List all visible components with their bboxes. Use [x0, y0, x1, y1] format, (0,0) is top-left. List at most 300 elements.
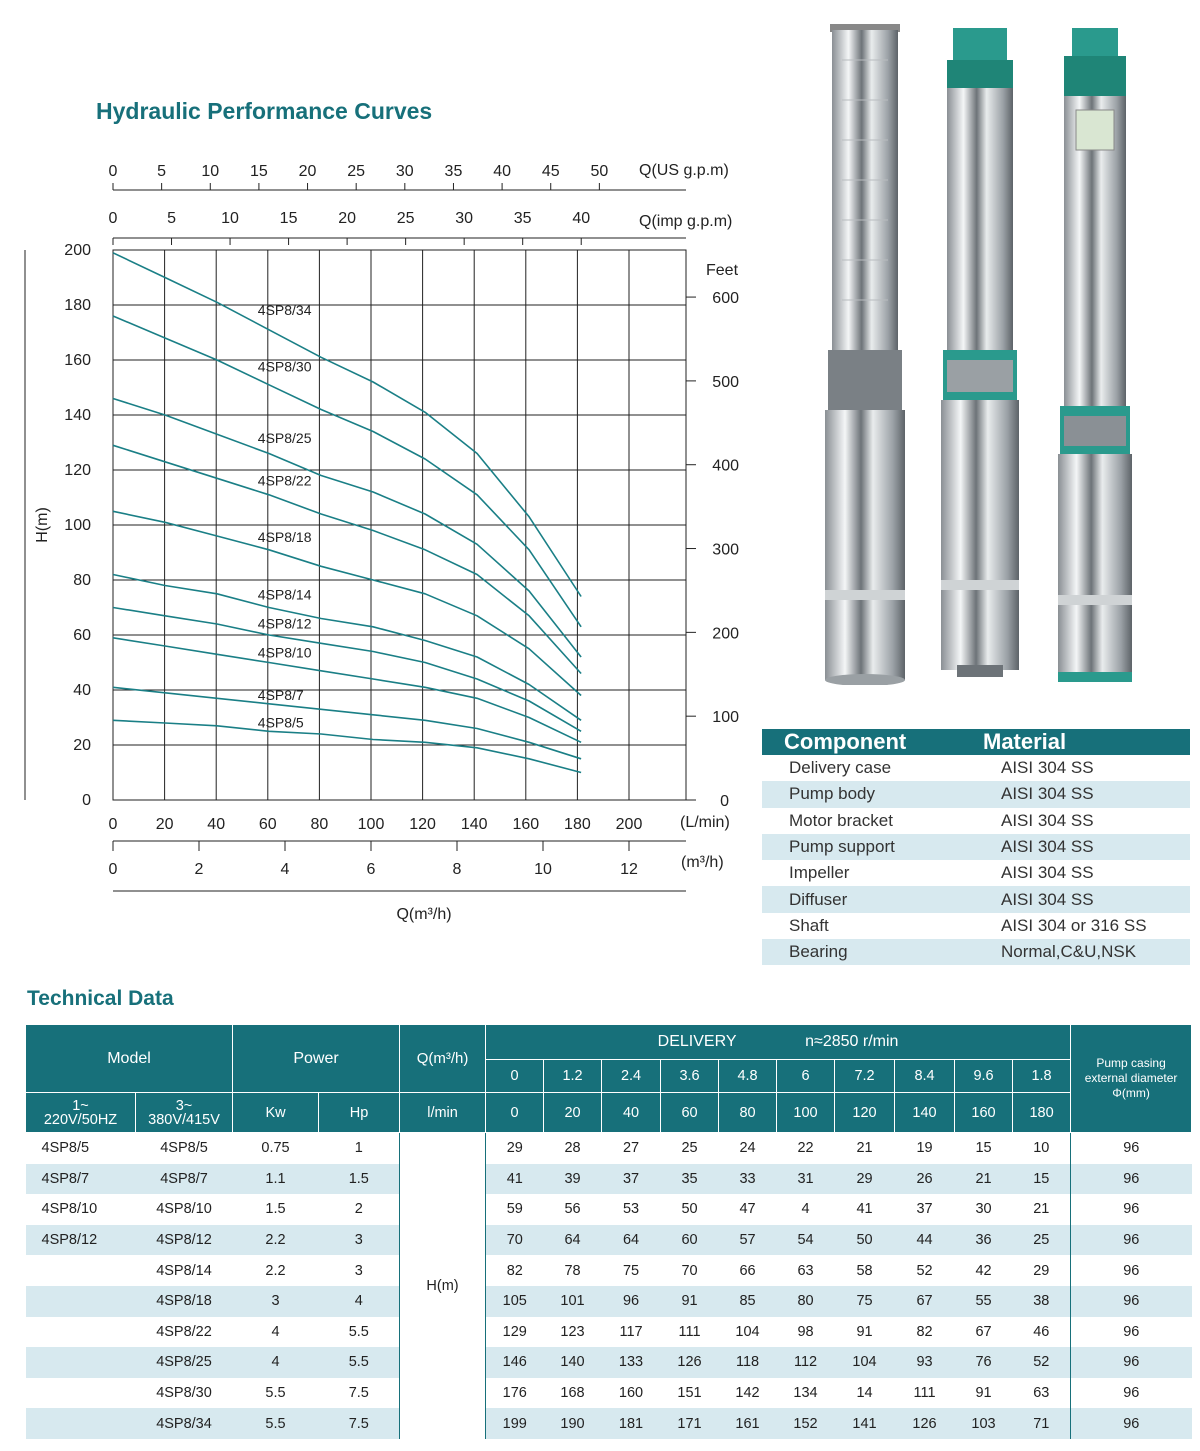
power-hp: 7.5	[348, 1385, 369, 1402]
head-value: 82	[916, 1323, 933, 1340]
head-value: 31	[777, 1164, 835, 1195]
head-value: 39	[544, 1164, 602, 1195]
flow-m3h-header: 6	[777, 1060, 835, 1093]
casing-diameter: 96	[1071, 1286, 1192, 1317]
usgpm-tick-label: 5	[157, 163, 167, 180]
casing-header: Pump casing external diameter Φ(mm)	[1071, 1025, 1192, 1133]
power-kw: 0.75	[261, 1140, 290, 1157]
three-phase-header	[136, 1093, 233, 1133]
head-value: 46	[1033, 1323, 1050, 1340]
component-cell: Delivery case	[789, 758, 892, 778]
delivery-header	[486, 1025, 1071, 1060]
three-phase-model: 4SP8/25	[136, 1347, 233, 1378]
flow-lmin-header: 160	[955, 1093, 1013, 1133]
head-value: 24	[739, 1140, 756, 1157]
single-phase-model: 4SP8/5	[41, 1140, 90, 1157]
head-value: 52	[916, 1262, 933, 1279]
power-hp: 5.5	[348, 1323, 369, 1340]
head-value: 160	[618, 1385, 644, 1402]
material-header: Material	[974, 729, 1190, 755]
head-value: 15	[975, 1140, 992, 1157]
lmin-tick-label: 80	[310, 816, 329, 833]
feet-tick-label: 300	[712, 541, 739, 559]
head-value: 71	[1013, 1408, 1071, 1439]
head-value: 59	[506, 1201, 523, 1218]
material-row	[762, 808, 1190, 834]
flow-m3h-header: 2.4	[602, 1060, 661, 1093]
material-cell: AISI 304 SS	[974, 781, 1190, 807]
single-phase-voltage: 220V/50HZ	[43, 1111, 118, 1128]
curve-4sp8-18	[113, 511, 581, 695]
q-header: Q(m³/h)	[400, 1025, 486, 1093]
feet-tick-label: 200	[712, 625, 739, 643]
usgpm-tick-label: 30	[395, 163, 414, 180]
single-phase-model: 4SP8/10	[41, 1201, 98, 1218]
head-value: 103	[955, 1408, 1013, 1439]
kw-header: Kw	[233, 1093, 319, 1133]
head-value: 37	[916, 1201, 933, 1218]
head-value: 146	[486, 1347, 544, 1378]
feet-axis-label: Feet	[706, 262, 739, 279]
head-value: 82	[506, 1262, 523, 1279]
y-tick-label: 180	[64, 297, 91, 314]
head-value: 98	[797, 1323, 814, 1340]
model-row	[26, 1255, 1192, 1286]
head-value: 4	[801, 1201, 810, 1218]
head-value: 25	[681, 1140, 698, 1157]
material-row	[762, 834, 1190, 860]
flow-m3h-header: 4.8	[719, 1060, 777, 1093]
head-value: 50	[681, 1201, 698, 1218]
head-value: 63	[797, 1262, 814, 1279]
single-phase-model	[26, 1408, 136, 1439]
three-phase-model: 4SP8/34	[136, 1408, 233, 1439]
curve-label: 4SP8/22	[257, 472, 312, 489]
usgpm-tick-label: 50	[590, 163, 609, 180]
head-value: 111	[678, 1323, 701, 1340]
head-value: 152	[777, 1408, 835, 1439]
head-value: 10	[1033, 1140, 1050, 1157]
head-value: 54	[777, 1225, 835, 1256]
technical-data-table	[25, 1024, 1192, 1439]
usgpm-unit-label: Q(US g.p.m)	[639, 162, 729, 179]
head-value: 112	[777, 1347, 835, 1378]
head-value: 44	[895, 1225, 955, 1256]
flow-lmin-header: 140	[895, 1093, 955, 1133]
head-value: 176	[502, 1385, 527, 1402]
feet-tick-label: 500	[712, 373, 739, 391]
lmin-unit-label: (L/min)	[680, 814, 730, 831]
material-table	[762, 729, 1190, 965]
flow-lmin-header: 20	[544, 1093, 602, 1133]
lmin-tick-label: 200	[615, 816, 643, 833]
model-row	[26, 1286, 1192, 1317]
curve-label: 4SP8/18	[257, 528, 312, 545]
curve-label: 4SP8/12	[257, 615, 312, 632]
head-value: 21	[856, 1140, 873, 1157]
head-value: 78	[564, 1262, 581, 1279]
hydraulic-title: Hydraulic Performance Curves	[96, 98, 433, 124]
material-cell: AISI 304 or 316 SS	[1001, 915, 1147, 935]
head-value: 134	[793, 1385, 818, 1402]
y-tick-label: 20	[73, 737, 91, 754]
head-value: 75	[835, 1286, 895, 1317]
material-row	[762, 755, 1190, 781]
model-row	[26, 1225, 1192, 1256]
head-value: 15	[1013, 1164, 1071, 1195]
flow-lmin-header: 180	[1013, 1093, 1071, 1133]
three-phase-model: 4SP8/22	[156, 1323, 212, 1340]
single-phase-model	[26, 1317, 136, 1348]
power-header: Power	[233, 1025, 400, 1093]
model-row	[26, 1347, 1192, 1378]
flow-lmin-header: 40	[602, 1093, 661, 1133]
head-value: 60	[661, 1225, 719, 1256]
feet-tick-label: 400	[712, 457, 739, 475]
three-phase-model: 4SP8/7	[136, 1164, 233, 1195]
y-tick-label: 0	[82, 792, 91, 809]
power-kw: 5.5	[265, 1385, 286, 1402]
model-row	[26, 1194, 1192, 1225]
usgpm-tick-label: 15	[250, 163, 268, 180]
impgpm-tick-label: 5	[167, 210, 176, 227]
head-value: 21	[1033, 1201, 1050, 1218]
head-value: 56	[564, 1201, 581, 1218]
head-value: 199	[486, 1408, 544, 1439]
power-kw: 1.1	[233, 1164, 319, 1195]
component-cell: Impeller	[789, 863, 850, 883]
usgpm-tick-label: 20	[298, 163, 317, 180]
pump-image-3	[1050, 20, 1140, 685]
power-hp: 3	[319, 1225, 400, 1256]
head-value: 171	[661, 1408, 719, 1439]
model-row	[26, 1133, 1192, 1164]
y-tick-label: 160	[64, 352, 91, 369]
single-phase-model	[26, 1378, 136, 1409]
head-value: 21	[955, 1164, 1013, 1195]
impgpm-tick-label: 35	[513, 210, 532, 227]
flow-lmin-header: 60	[661, 1093, 719, 1133]
material-cell: Normal,C&U,NSK	[974, 939, 1190, 965]
head-value: 50	[835, 1225, 895, 1256]
head-value: 111	[913, 1385, 936, 1402]
head-value: 67	[975, 1323, 992, 1340]
head-value: 26	[895, 1164, 955, 1195]
impgpm-tick-label: 10	[221, 210, 239, 227]
impgpm-tick-label: 30	[455, 210, 474, 227]
lmin-tick-label: 60	[258, 816, 277, 833]
head-value: 38	[1013, 1286, 1071, 1317]
head-value: 22	[797, 1140, 814, 1157]
single-phase-model	[26, 1286, 136, 1317]
m3h-tick-label: 0	[108, 861, 118, 878]
head-value: 85	[719, 1286, 777, 1317]
curve-4sp8-5	[113, 720, 581, 772]
curve-label: 4SP8/34	[257, 302, 312, 318]
lmin-tick-label: 100	[357, 816, 385, 833]
head-value: 142	[735, 1385, 760, 1402]
speed-label: n≈2850 r/min	[805, 1033, 899, 1050]
flow-lmin-header: 100	[777, 1093, 835, 1133]
head-value: 151	[677, 1385, 702, 1402]
head-value: 35	[661, 1164, 719, 1195]
head-value: 57	[719, 1225, 777, 1256]
usgpm-tick-label: 35	[444, 163, 463, 180]
lmin-tick-label: 20	[155, 816, 174, 833]
hp-header: Hp	[319, 1093, 400, 1133]
flow-m3h-header: 9.6	[955, 1060, 1013, 1093]
head-value: 141	[835, 1408, 895, 1439]
head-value: 29	[835, 1164, 895, 1195]
flow-m3h-header: 8.4	[895, 1060, 955, 1093]
curve-label: 4SP8/5	[257, 714, 304, 731]
curve-label: 4SP8/30	[257, 358, 312, 375]
head-value: 161	[719, 1408, 777, 1439]
model-row	[26, 1164, 1192, 1195]
head-value: 76	[955, 1347, 1013, 1378]
flow-lmin-header: 80	[719, 1093, 777, 1133]
single-phase-header	[26, 1093, 136, 1133]
head-value: 47	[739, 1201, 756, 1218]
head-value: 129	[502, 1323, 527, 1340]
casing-diameter: 96	[1071, 1133, 1192, 1164]
flow-m3h-header: 1.8	[1013, 1060, 1071, 1093]
head-value: 181	[602, 1408, 661, 1439]
casing-diameter: 96	[1071, 1194, 1192, 1225]
usgpm-tick-label: 25	[347, 163, 366, 180]
single-phase-model: 4SP8/7	[26, 1164, 136, 1195]
flow-lmin-header: 0	[486, 1093, 544, 1133]
head-value: 41	[856, 1201, 873, 1218]
casing-diameter: 96	[1071, 1378, 1192, 1409]
casing-diameter: 96	[1071, 1255, 1192, 1286]
head-label: H(m)	[400, 1133, 486, 1439]
head-value: 52	[1013, 1347, 1071, 1378]
power-hp: 1.5	[319, 1164, 400, 1195]
head-value: 33	[719, 1164, 777, 1195]
flow-m3h-header: 1.2	[544, 1060, 602, 1093]
three-phase-model: 4SP8/10	[156, 1201, 212, 1218]
y-tick-label: 120	[64, 462, 91, 479]
head-value: 96	[602, 1286, 661, 1317]
three-phase-model: 4SP8/5	[160, 1140, 208, 1157]
flow-m3h-header: 0	[486, 1060, 544, 1093]
power-hp: 2	[354, 1201, 363, 1218]
power-kw: 1.5	[265, 1201, 286, 1218]
head-value: 58	[856, 1262, 873, 1279]
single-phase-model: 4SP8/12	[26, 1225, 136, 1256]
usgpm-tick-label: 45	[541, 163, 560, 180]
lmin-tick-label: 140	[460, 816, 488, 833]
feet-tick-label: 600	[712, 290, 739, 308]
head-value: 117	[619, 1323, 643, 1340]
power-hp: 5.5	[319, 1347, 400, 1378]
head-value: 91	[856, 1323, 873, 1340]
power-hp: 3	[354, 1262, 363, 1279]
head-value: 101	[544, 1286, 602, 1317]
material-row	[762, 781, 1190, 807]
material-cell: AISI 304 SS	[1001, 863, 1094, 883]
power-kw: 5.5	[233, 1408, 319, 1439]
curve-label: 4SP8/14	[257, 586, 312, 603]
model-row	[26, 1408, 1192, 1439]
material-cell: AISI 304 SS	[974, 886, 1190, 912]
lmin-tick-label: 0	[108, 816, 118, 833]
y-axis-label: H(m)	[34, 507, 51, 543]
technical-title: Technical Data	[27, 987, 174, 1010]
head-value: 91	[975, 1385, 992, 1402]
power-kw: 2.2	[265, 1262, 286, 1279]
head-value: 37	[602, 1164, 661, 1195]
m3h-tick-label: 10	[534, 861, 552, 878]
head-value: 53	[622, 1201, 640, 1218]
delivery-label: DELIVERY	[657, 1033, 737, 1050]
material-row	[762, 939, 1190, 965]
three-phase-model: 4SP8/18	[136, 1286, 233, 1317]
component-cell: Motor bracket	[789, 810, 893, 830]
head-value: 105	[486, 1286, 544, 1317]
usgpm-tick-label: 0	[108, 163, 118, 180]
head-value: 104	[835, 1347, 895, 1378]
head-value: 123	[560, 1323, 585, 1340]
power-hp: 1	[354, 1140, 363, 1157]
head-value: 140	[544, 1347, 602, 1378]
head-value: 70	[486, 1225, 544, 1256]
component-header: Component	[762, 729, 974, 755]
y-tick-label: 80	[73, 572, 91, 589]
head-value: 64	[602, 1225, 661, 1256]
three-phase-voltage: 380V/415V	[148, 1111, 220, 1128]
component-cell: Diffuser	[762, 886, 974, 912]
single-phase-model	[26, 1255, 136, 1286]
impgpm-unit-label: Q(imp g.p.m)	[639, 213, 733, 230]
lmin-header: l/min	[400, 1093, 486, 1133]
y-tick-label: 200	[64, 242, 91, 259]
feet-tick-label: 100	[712, 709, 739, 727]
lmin-tick-label: 160	[512, 816, 540, 833]
usgpm-tick-label: 40	[493, 163, 511, 180]
lmin-tick-label: 40	[207, 816, 226, 833]
head-value: 66	[739, 1262, 756, 1279]
head-value: 75	[622, 1262, 640, 1279]
impgpm-tick-label: 0	[108, 210, 118, 227]
impgpm-tick-label: 15	[279, 210, 298, 227]
head-value: 36	[955, 1225, 1013, 1256]
casing-diameter: 96	[1071, 1317, 1192, 1348]
pump-image-2	[935, 20, 1025, 685]
power-kw: 4	[271, 1323, 280, 1340]
head-value: 28	[564, 1140, 581, 1157]
head-value: 70	[681, 1262, 698, 1279]
power-hp: 7.5	[319, 1408, 400, 1439]
m3h-tick-label: 6	[366, 861, 376, 878]
pump-image-1	[820, 20, 910, 685]
three-phase-model: 4SP8/30	[156, 1385, 212, 1402]
head-value: 126	[895, 1408, 955, 1439]
component-cell: Shaft	[789, 915, 829, 935]
head-value: 126	[661, 1347, 719, 1378]
m3h-tick-label: 12	[620, 861, 638, 878]
material-cell: AISI 304 SS	[974, 834, 1190, 860]
component-cell: Pump support	[762, 834, 974, 860]
casing-diameter: 96	[1071, 1347, 1192, 1378]
lmin-tick-label: 180	[564, 816, 591, 833]
curve-label: 4SP8/7	[257, 687, 304, 703]
three-phase-model: 4SP8/12	[136, 1225, 233, 1256]
head-value: 64	[544, 1225, 602, 1256]
casing-diameter: 96	[1071, 1164, 1192, 1195]
impgpm-tick-label: 40	[572, 210, 591, 227]
lmin-tick-label: 120	[409, 816, 436, 833]
head-value: 93	[895, 1347, 955, 1378]
material-row	[762, 886, 1190, 912]
single-phase-symbol: 1~	[72, 1097, 89, 1114]
head-value: 55	[955, 1286, 1013, 1317]
head-value: 25	[1013, 1225, 1071, 1256]
y-tick-label: 60	[73, 627, 91, 644]
usgpm-tick-label: 10	[201, 163, 220, 180]
m3h-tick-label: 4	[280, 861, 290, 878]
head-value: 133	[602, 1347, 661, 1378]
head-value: 14	[856, 1385, 873, 1402]
y-tick-label: 100	[64, 517, 91, 534]
head-value: 19	[916, 1140, 933, 1157]
feet-tick-label: 0	[720, 793, 729, 810]
power-hp: 4	[319, 1286, 400, 1317]
y-tick-label: 40	[73, 682, 91, 699]
impgpm-tick-label: 20	[338, 210, 357, 227]
head-value: 168	[560, 1385, 585, 1402]
head-value: 104	[735, 1323, 760, 1340]
material-row	[762, 860, 1190, 886]
material-cell: AISI 304 SS	[1001, 810, 1094, 830]
model-header: Model	[26, 1025, 233, 1093]
flow-lmin-header: 120	[835, 1093, 895, 1133]
curve-4sp8-34	[113, 253, 581, 597]
three-phase-model: 4SP8/14	[156, 1262, 212, 1279]
performance-chart	[0, 140, 760, 940]
curve-4sp8-22	[113, 445, 581, 673]
head-value: 41	[486, 1164, 544, 1195]
power-kw: 3	[233, 1286, 319, 1317]
head-value: 91	[661, 1286, 719, 1317]
curve-label: 4SP8/25	[257, 429, 312, 446]
y-tick-label: 140	[64, 407, 91, 424]
curve-label: 4SP8/10	[257, 644, 312, 661]
flow-m3h-header: 3.6	[661, 1060, 719, 1093]
m3h-tick-label: 8	[452, 861, 462, 878]
head-value: 67	[895, 1286, 955, 1317]
head-value: 118	[719, 1347, 777, 1378]
flow-m3h-header: 7.2	[835, 1060, 895, 1093]
component-cell: Pump body	[762, 781, 974, 807]
curve-4sp8-7	[113, 687, 581, 759]
material-row	[762, 913, 1190, 939]
head-value: 29	[506, 1140, 523, 1157]
x-axis-title: Q(m³/h)	[396, 906, 452, 923]
head-value: 30	[975, 1201, 992, 1218]
power-kw: 4	[233, 1347, 319, 1378]
head-value: 80	[777, 1286, 835, 1317]
casing-diameter: 96	[1071, 1408, 1192, 1439]
power-kw: 2.2	[233, 1225, 319, 1256]
head-value: 29	[1033, 1262, 1050, 1279]
component-cell: Bearing	[762, 939, 974, 965]
impgpm-tick-label: 25	[396, 210, 415, 227]
m3h-tick-label: 2	[194, 861, 204, 878]
material-cell: AISI 304 SS	[1001, 758, 1094, 778]
single-phase-model	[26, 1347, 136, 1378]
